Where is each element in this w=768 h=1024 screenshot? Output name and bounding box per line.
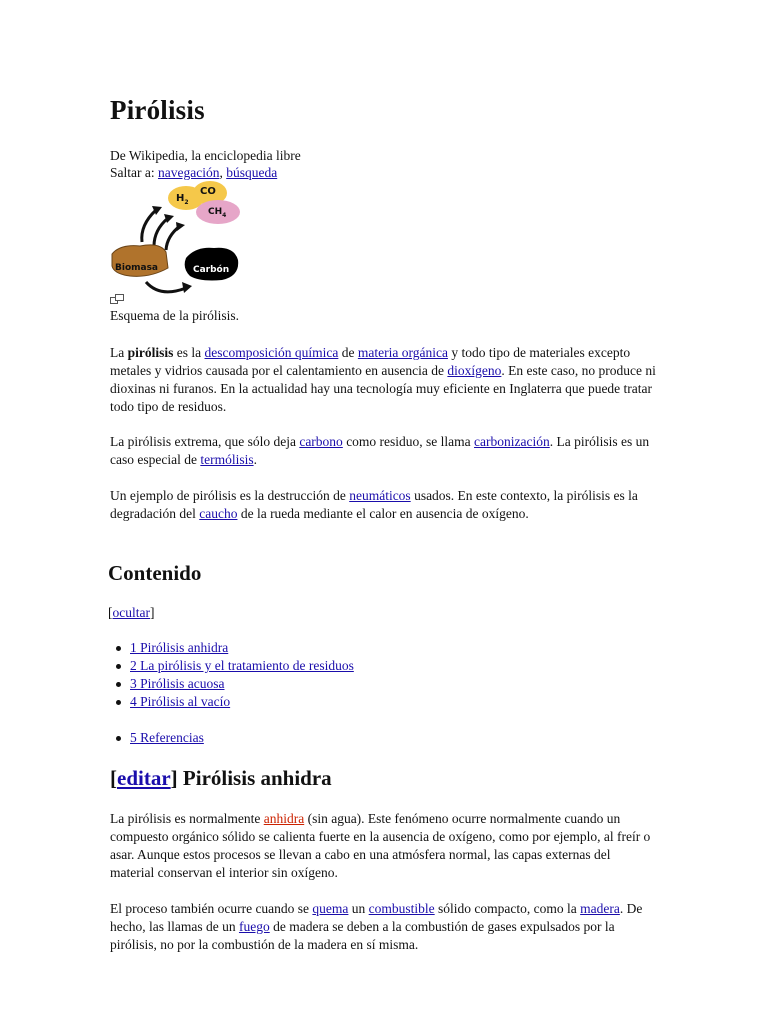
ch4-label: $CH_4$ — [208, 207, 227, 219]
section1-paragraph-2: El proceso también ocurre cuando se quema un combustible sólido compacto, como la madera. De hecho, las llamas de un fuego de madera se deben a la combustión de gases expulsados por la pirólisis, no por la combustión de la madera en sí misma. — [110, 901, 643, 952]
search-link[interactable]: búsqueda — [226, 165, 278, 180]
biomass-label: Biomasa — [115, 263, 159, 273]
toc-toggle: [ocultar] — [108, 605, 155, 620]
link-caucho[interactable]: caucho — [199, 506, 238, 521]
jump-separator: , — [219, 165, 227, 180]
link-carbono[interactable]: carbono — [299, 434, 343, 449]
term-pirolisis: pirólisis — [127, 345, 174, 360]
co-label: CO — [200, 186, 216, 197]
h2-label: $H_2$ — [176, 193, 189, 206]
site-subtitle: De Wikipedia, la enciclopedia libre — [110, 148, 301, 163]
curved-arrow-icon — [146, 282, 186, 292]
link-fuego[interactable]: fuego — [238, 919, 270, 934]
link-combustible[interactable]: combustible — [368, 901, 435, 916]
toc-item — [130, 675, 354, 693]
hide-toc-link[interactable]: ocultar — [112, 605, 150, 620]
toc-link-1[interactable]: 1 Pirólisis anhidra — [130, 640, 229, 655]
section1-paragraph-1: La pirólisis es normalmente anhidra (sin agua). Este fenómeno ocurre normalmente cuando un compuesto orgánico sólido se calienta fuerte en la ausencia de oxígeno, como por ejemplo, al freír o asar. Aunque estos procesos se llevan a cabo en una atmósfera normal, las capas externas del material conservan el interior sin oxígeno. — [110, 811, 651, 880]
section-heading-pirolisis-anhidra: [editar] Pirólisis anhidra — [110, 766, 332, 790]
intro-paragraph-2: La pirólisis extrema, que sólo deja carbono como residuo, se llama carbonización. La pirólisis es un caso especial de termólisis. — [110, 434, 650, 467]
toc-link-4[interactable]: 4 Pirólisis al vacío — [130, 694, 231, 709]
toc-item — [130, 693, 354, 711]
intro-paragraph-3: Un ejemplo de pirólisis es la destrucción de neumáticos usados. En este contexto, la pirólisis es la degradación del caucho de la rueda mediante el calor en ausencia de oxígeno. — [110, 488, 638, 521]
link-quema[interactable]: quema — [312, 901, 349, 916]
page-title: Pirólisis — [110, 95, 205, 125]
intro-paragraph-1: La pirólisis es la descomposición química de materia orgánica y todo tipo de materiales excepto metales y vidrios causada por el calentamiento en ausencia de dioxígeno. En este caso, no produce ni dioxinas ni furanos. En la actualidad hay una tecnología muy eficiente en Inglaterra que puede tratar todo tipo de residuos. — [110, 345, 656, 414]
link-carbonizacion[interactable]: carbonización — [474, 434, 550, 449]
figure-caption: Esquema de la pirólisis. — [110, 308, 239, 323]
toc-link-2[interactable]: 2 La pirólisis y el tratamiento de residuos — [130, 658, 354, 673]
link-dioxigeno[interactable]: dioxígeno — [447, 363, 502, 378]
link-termolisis[interactable]: termólisis — [200, 452, 254, 467]
rising-arrows-icon — [142, 210, 180, 250]
toc-list — [130, 639, 354, 711]
toc-link-5[interactable]: 5 Referencias — [130, 730, 204, 745]
link-neumaticos[interactable]: neumáticos — [349, 488, 411, 503]
toc-item — [130, 657, 354, 675]
jump-prefix: Saltar a: — [110, 165, 158, 180]
toc-list-references — [130, 729, 204, 747]
edit-section-link[interactable]: editar — [117, 766, 171, 790]
navigation-link[interactable]: navegación — [157, 165, 220, 180]
toc-item — [130, 729, 204, 747]
pyrolysis-diagram[interactable] — [110, 180, 250, 300]
link-materia-organica[interactable]: materia orgánica — [357, 345, 448, 360]
toc-link-3[interactable]: 3 Pirólisis acuosa — [130, 676, 225, 691]
toc-item — [130, 639, 354, 657]
carbon-label: Carbón — [193, 265, 230, 275]
link-anhidra[interactable]: anhidra — [263, 811, 305, 826]
enlarge-icon[interactable] — [110, 294, 124, 304]
toc-heading: Contenido — [108, 561, 202, 585]
link-madera[interactable]: madera — [580, 901, 620, 916]
link-descomposicion-quimica[interactable]: descomposición química — [204, 345, 339, 360]
